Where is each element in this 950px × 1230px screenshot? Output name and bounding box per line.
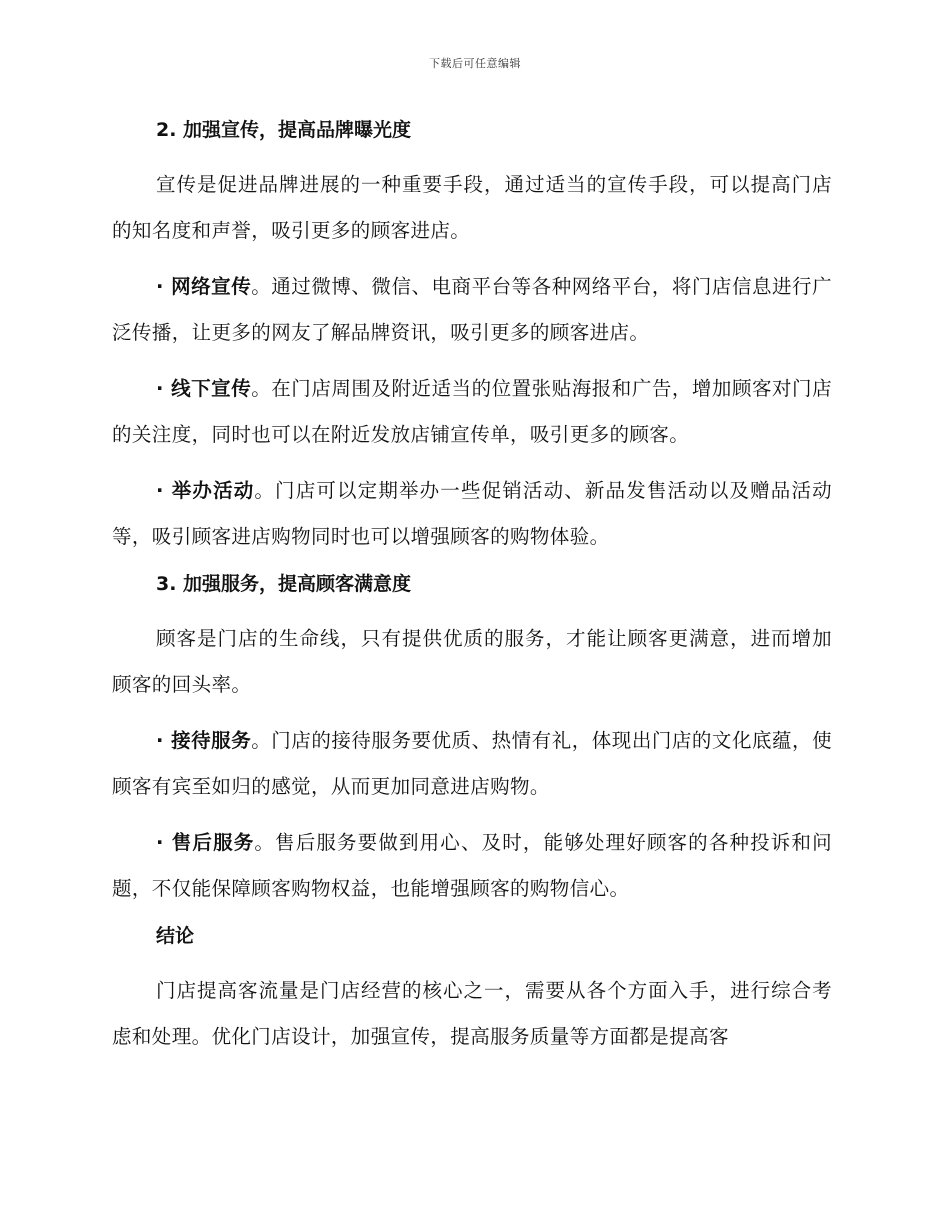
section-heading-promotion: 2. 加强宣传，提高品牌曝光度 bbox=[156, 119, 412, 141]
paragraph-offline-promotion bbox=[112, 366, 832, 458]
bullet-text: 。在门店周围及附近适当的位置张贴海报和广告，增加顾客对门店的关注度，同时也可以在附近发放店铺宣传单，吸引更多的顾客。 bbox=[112, 377, 832, 446]
bullet-text: 。门店可以定期举办一些促销活动、新品发售活动以及赠品活动等，吸引顾客进店购物同时也可以增强顾客的购物体验。 bbox=[112, 479, 832, 548]
bullet-text: 。门店的接待服务要优质、热情有礼，体现出门店的文化底蕴，使顾客有宾至如归的感觉，从而更加同意进店购物。 bbox=[112, 729, 832, 798]
bullet-lead: · 线下宣传 bbox=[156, 377, 252, 400]
paragraph-events bbox=[112, 468, 832, 560]
paragraph-promotion-intro: 宣传是促进品牌进展的一种重要手段，通过适当的宣传手段，可以提高门店的知名度和声誉，吸引更多的顾客进店。 bbox=[112, 173, 832, 242]
bullet-text: 。售后服务要做到用心、及时，能够处理好顾客的各种投诉和问题，不仅能保障顾客购物权益，也能增强顾客的购物信心。 bbox=[112, 831, 832, 900]
paragraph-after-sales-service bbox=[112, 820, 832, 912]
paragraph-service-intro: 顾客是门店的生命线，只有提供优质的服务，才能让顾客更满意，进而增加顾客的回头率。 bbox=[112, 627, 832, 696]
paragraph-reception-service bbox=[112, 718, 832, 810]
bullet-text: 。通过微博、微信、电商平台等各种网络平台，将门店信息进行广泛传播，让更多的网友了解品牌资讯，吸引更多的顾客进店。 bbox=[112, 275, 832, 344]
bullet-lead: · 售后服务 bbox=[156, 831, 255, 854]
page-header: 下载后可任意编辑 bbox=[429, 57, 521, 70]
paragraph-conclusion: 门店提高客流量是门店经营的核心之一，需要从各个方面入手，进行综合考虑和处理。优化门店设计，加强宣传，提高服务质量等方面都是提高客 bbox=[112, 979, 832, 1048]
section-heading-service: 3. 加强服务，提高顾客满意度 bbox=[156, 573, 412, 595]
paragraph-online-promotion bbox=[112, 264, 832, 356]
bullet-lead: · 举办活动 bbox=[156, 479, 255, 502]
bullet-lead: · 接待服务 bbox=[156, 729, 252, 752]
section-heading-conclusion: 结论 bbox=[156, 925, 195, 947]
document-body bbox=[112, 116, 832, 1070]
bullet-lead: · 网络宣传 bbox=[156, 275, 252, 298]
